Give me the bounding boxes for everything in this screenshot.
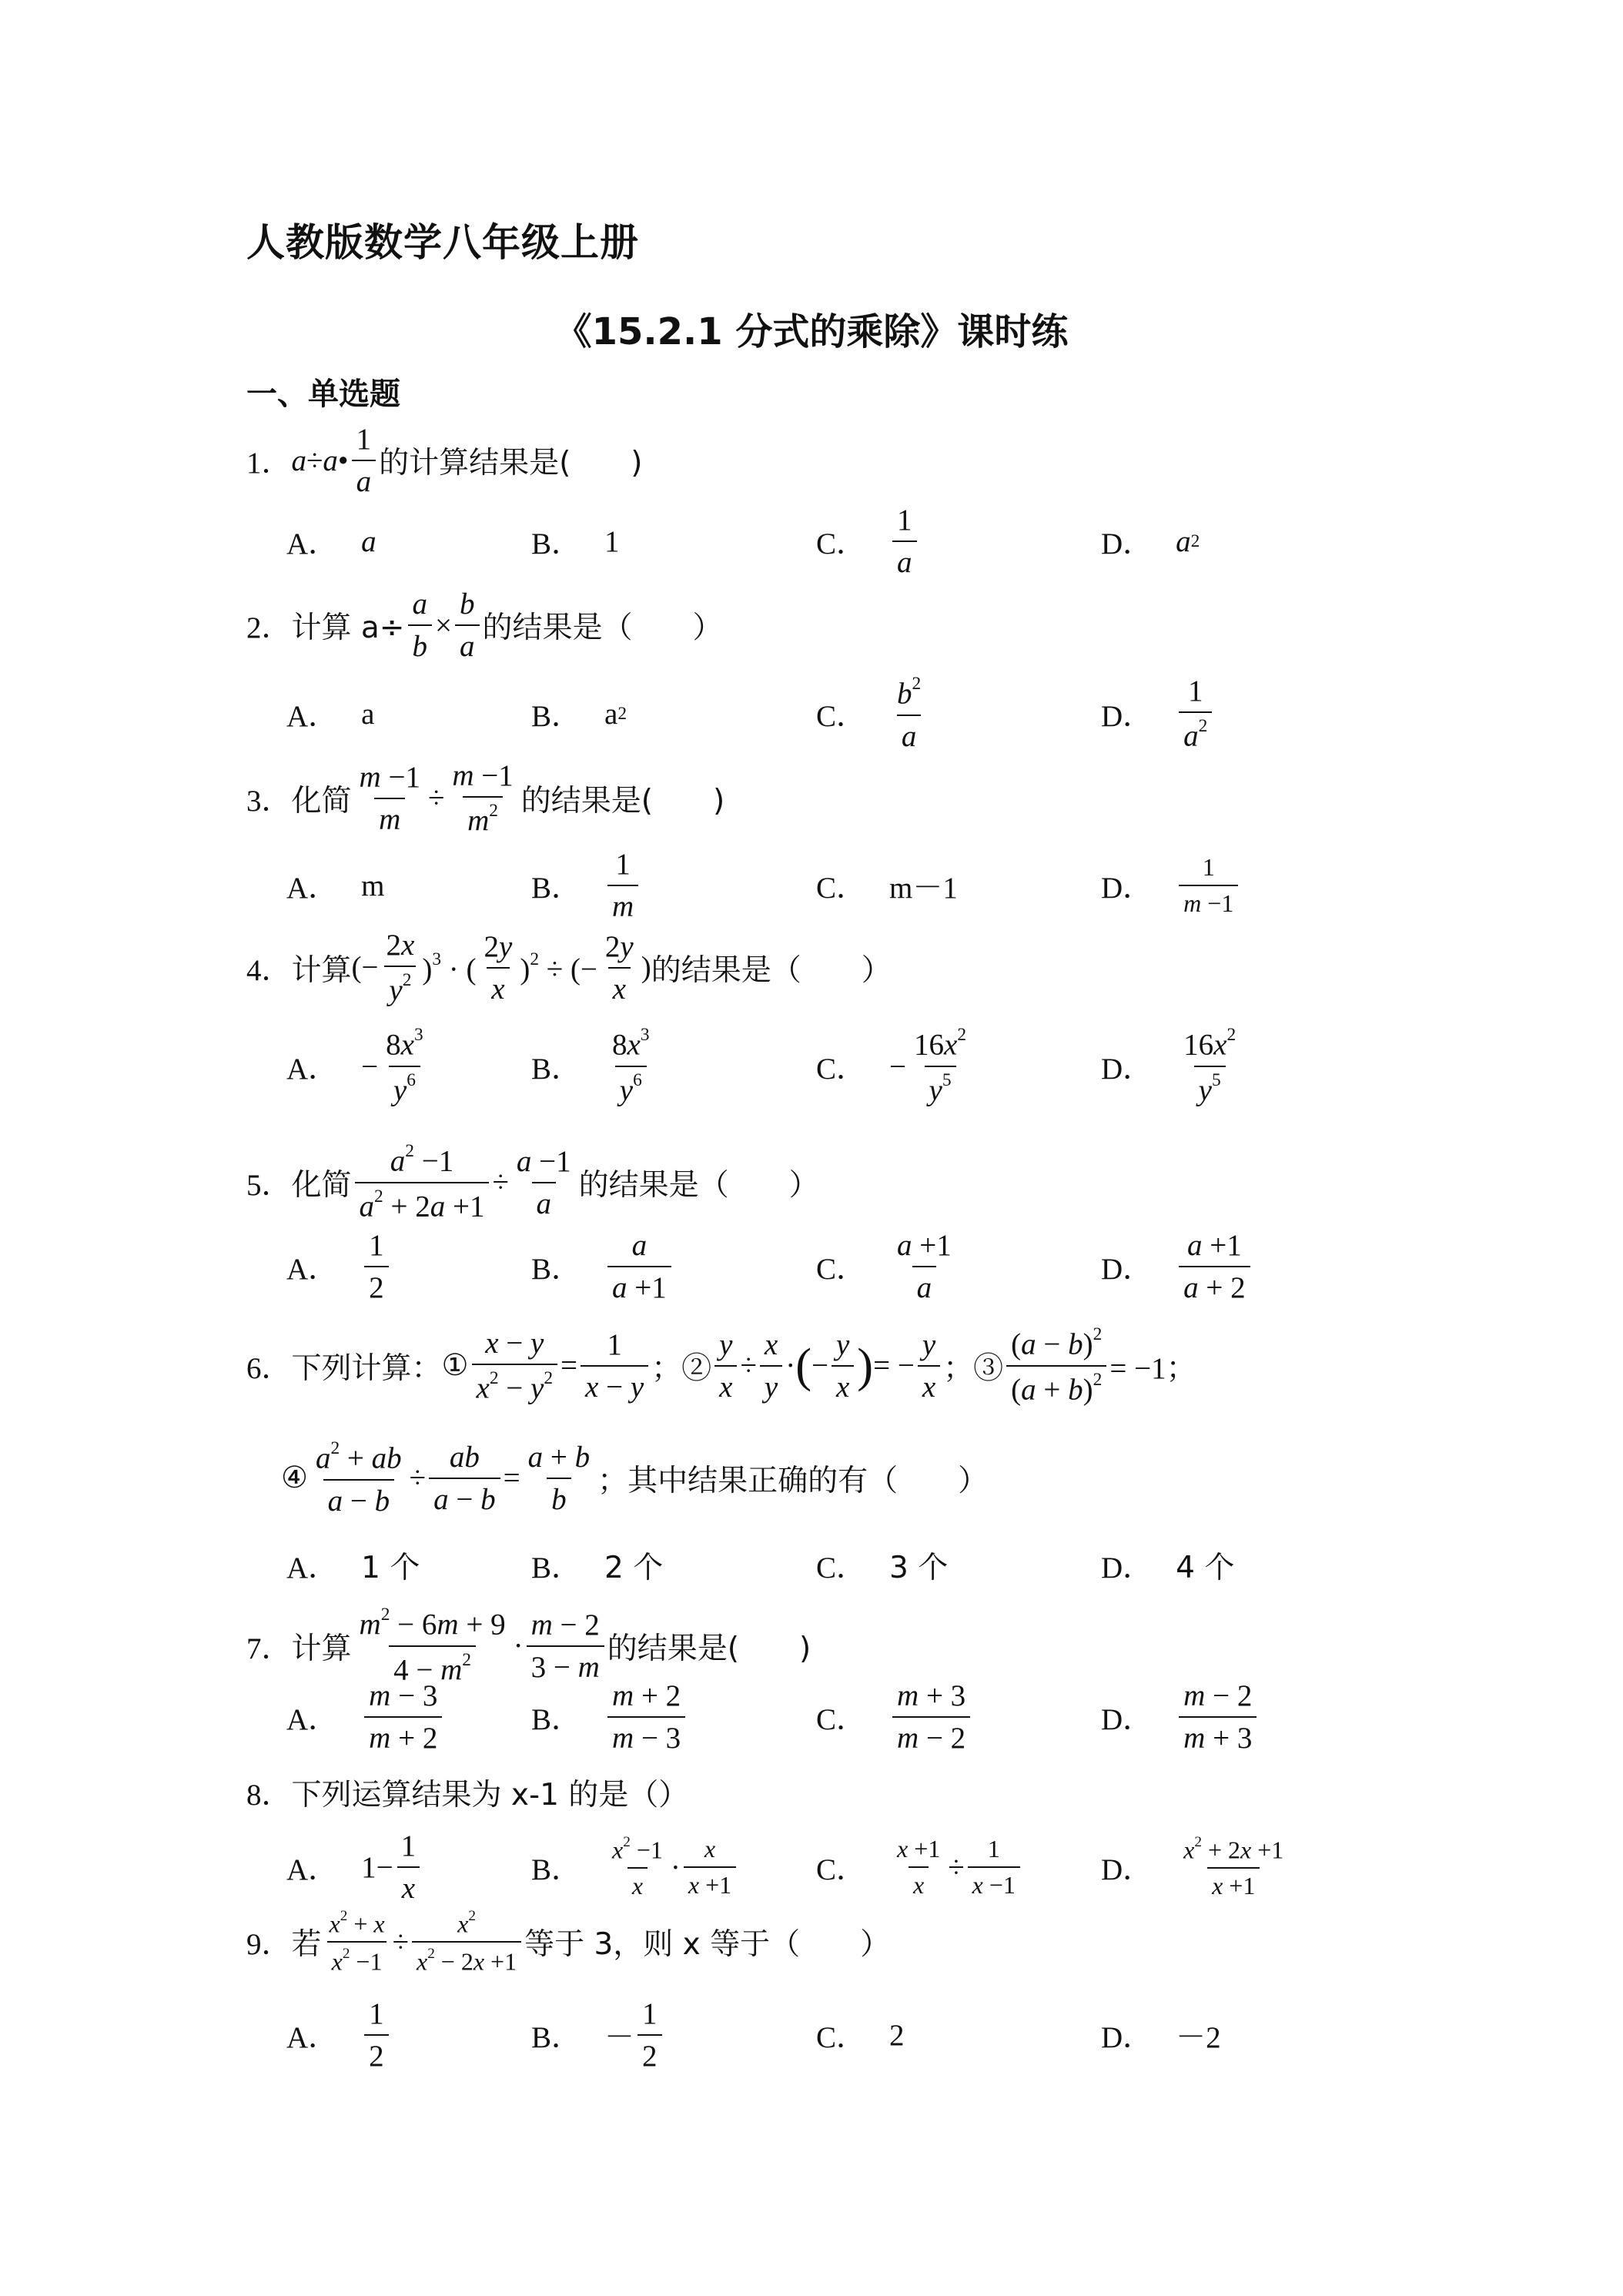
question-expression: $\frac{m -1}{m}$ ÷ $\frac{m -1}{m^2}$ [359, 759, 514, 838]
option-c[interactable]: C． $b^2$ a [816, 674, 922, 753]
question-prefix: 下列运算结果为 x-1 的是（ [291, 1778, 659, 1812]
option-a[interactable]: A． a [286, 697, 375, 733]
option-a[interactable]: A． m [286, 869, 385, 905]
option-c[interactable]: C． − $\frac{16x^2}{y^5}$ [816, 1025, 967, 1107]
question-prefix: 若 [291, 1927, 322, 1963]
question-6-line2 [281, 1438, 988, 1518]
question-text: ；其中结果正确的有（ ） [597, 1463, 989, 1498]
question-number: 8． [246, 1779, 292, 1812]
question-expression: $\frac{a^2 -1}{a^2 + 2a +1}$ ÷ $\frac{a -1}{a}$ [352, 1141, 579, 1223]
question-expression: $\frac{x^2 + x}{x^2 -1}$ ÷ $\frac{x^2}{x^2 - 2x +1}$ [322, 1908, 525, 1976]
question-expression: (− $\frac{2x}{y^2}$ )$^3$ · ( 2y x )$^2$ ÷ (− $\frac{2y}{x}$ ) [351, 929, 651, 1007]
question-expression-line2: ④ $\frac{a^2 + ab}{a - b}$ ÷ $\frac{ab}{a - b}$ = $\frac{a + b}{b}$ [281, 1438, 591, 1518]
option-c[interactable]: C． a +1 a [816, 1229, 952, 1304]
options-5 [286, 1224, 1441, 1309]
option-a[interactable]: A． 1 2 [286, 1993, 392, 2077]
question-expression: $\frac{a}{b}$ × $\frac{b}{a}$ [405, 587, 483, 664]
question-expression: a ÷ a • 1 a [292, 422, 380, 499]
options-3 [286, 843, 1441, 928]
question-number: 1． [246, 447, 292, 480]
options-7 [286, 1675, 1441, 1759]
question-8 [246, 1771, 688, 1814]
question-number: 6． [246, 1351, 292, 1385]
question-text: 等于 3，则 x 等于（ ） [524, 1927, 891, 1963]
option-d[interactable]: D． a 2 [1101, 524, 1200, 561]
question-expression-line1: ① $\frac{x - y}{x^2 - y^2}$ = $\frac{1}{x - y}$ ；② $\frac{y}{x}$ ÷ $\frac{x}{y}$ · ( − $\frac{y}{x}$ ) = − $\frac{y}{x}$ ；③ $\frac{(a - b)^2}{(a + b)^2}$ = −1； [441, 1324, 1196, 1407]
option-d[interactable]: D． $x^2 + 2x +1$ x +1 [1101, 1833, 1284, 1900]
options-6 [286, 1523, 1441, 1608]
question-text: 的计算结果是( ) [379, 446, 643, 480]
question-prefix: 计算 a÷ [291, 611, 405, 645]
question-number: 3． [246, 784, 292, 818]
option-a[interactable]: A． m − 3 m + 2 [286, 1675, 445, 1759]
option-c[interactable]: C． $\frac{x +1}{x}$ ÷ $\frac{1}{x -1}$ [816, 1825, 1023, 1909]
option-b[interactable]: B． m + 2 m − 3 [531, 1675, 688, 1759]
section-heading: 一、单选题 [246, 377, 400, 412]
option-c[interactable]: C． 2 [816, 2018, 905, 2054]
question-prefix: 化简 [291, 783, 352, 818]
option-b[interactable]: B． a 2 [531, 697, 627, 733]
option-d[interactable]: D． a +1 a + 2 [1101, 1224, 1253, 1309]
question-5 [246, 1141, 819, 1223]
option-d[interactable]: D． 1 m −1 [1101, 843, 1241, 928]
options-1 [286, 499, 1441, 584]
option-a[interactable]: A． 1 2 [286, 1224, 392, 1309]
question-text: 的结果是( ) [607, 1631, 812, 1666]
question-text: ） [658, 1778, 689, 1812]
option-d[interactable]: D． 4 个 [1101, 1551, 1235, 1585]
options-8 [286, 1825, 1441, 1909]
question-4 [246, 928, 892, 1008]
option-b[interactable]: B． 1 m [531, 843, 641, 928]
question-3 [246, 758, 724, 838]
options-4 [286, 1024, 1441, 1109]
question-number: 2． [246, 611, 292, 644]
option-a[interactable]: A． a [286, 524, 376, 561]
question-6 [246, 1324, 1196, 1407]
option-b[interactable]: B． 1 [531, 524, 620, 561]
options-2 [286, 671, 1441, 756]
question-prefix: 下列计算： [291, 1350, 442, 1386]
question-number: 9． [246, 1928, 292, 1962]
question-prefix: 化简 [291, 1167, 352, 1203]
question-expression: $m^2 - 6m + 9$ $4 - m^2$ · m − 2 3 − m [352, 1605, 607, 1687]
question-9 [246, 1908, 890, 1976]
option-d[interactable]: D． m − 2 m + 3 [1101, 1675, 1260, 1759]
question-text: 的结果是( ) [520, 783, 725, 818]
question-1 [246, 422, 643, 499]
option-b[interactable]: B． $8x^3$ $y^6$ [531, 1025, 650, 1107]
question-text: 的结果是（ ） [578, 1167, 819, 1203]
option-a[interactable]: A． − $\frac{8x^3}{y^6}$ [286, 1025, 423, 1107]
option-d[interactable]: D． －2 [1101, 2021, 1221, 2054]
question-number: 7． [246, 1632, 292, 1665]
question-prefix: 计算 [291, 952, 352, 988]
question-text: 的结果是（ ） [651, 952, 892, 988]
question-number: 4． [246, 953, 292, 987]
option-b[interactable]: B． － 1 2 [531, 1993, 665, 2077]
option-c[interactable]: C． 1 a [816, 499, 920, 584]
option-c[interactable]: C． m + 3 m − 2 [816, 1675, 973, 1759]
option-b[interactable]: B． 2 个 [531, 1551, 664, 1585]
option-a[interactable]: A． 1 个 [286, 1551, 420, 1585]
option-a[interactable]: A． 1− $\frac{1}{x}$ [286, 1825, 423, 1909]
question-prefix: 计算 [291, 1631, 352, 1666]
document-title: 人教版数学八年级上册 [246, 220, 639, 265]
question-number: 5． [246, 1168, 292, 1202]
option-b[interactable]: B． $x^2 -1$ x · x x +1 [531, 1825, 739, 1909]
document-subtitle: 《15.2.1 分式的乘除》课时练 [554, 310, 1069, 353]
option-b[interactable]: B． a a +1 [531, 1224, 674, 1309]
question-text: 的结果是（ ） [482, 611, 723, 645]
option-d[interactable]: D． 1 $a^2$ [1101, 671, 1215, 756]
option-d[interactable]: D． $16x^2$ $y^5$ [1101, 1025, 1236, 1107]
question-2 [246, 587, 723, 664]
options-9 [286, 1993, 1441, 2077]
option-c[interactable]: C． 3 个 [816, 1551, 949, 1585]
option-c[interactable]: C． m－1 [816, 872, 958, 905]
